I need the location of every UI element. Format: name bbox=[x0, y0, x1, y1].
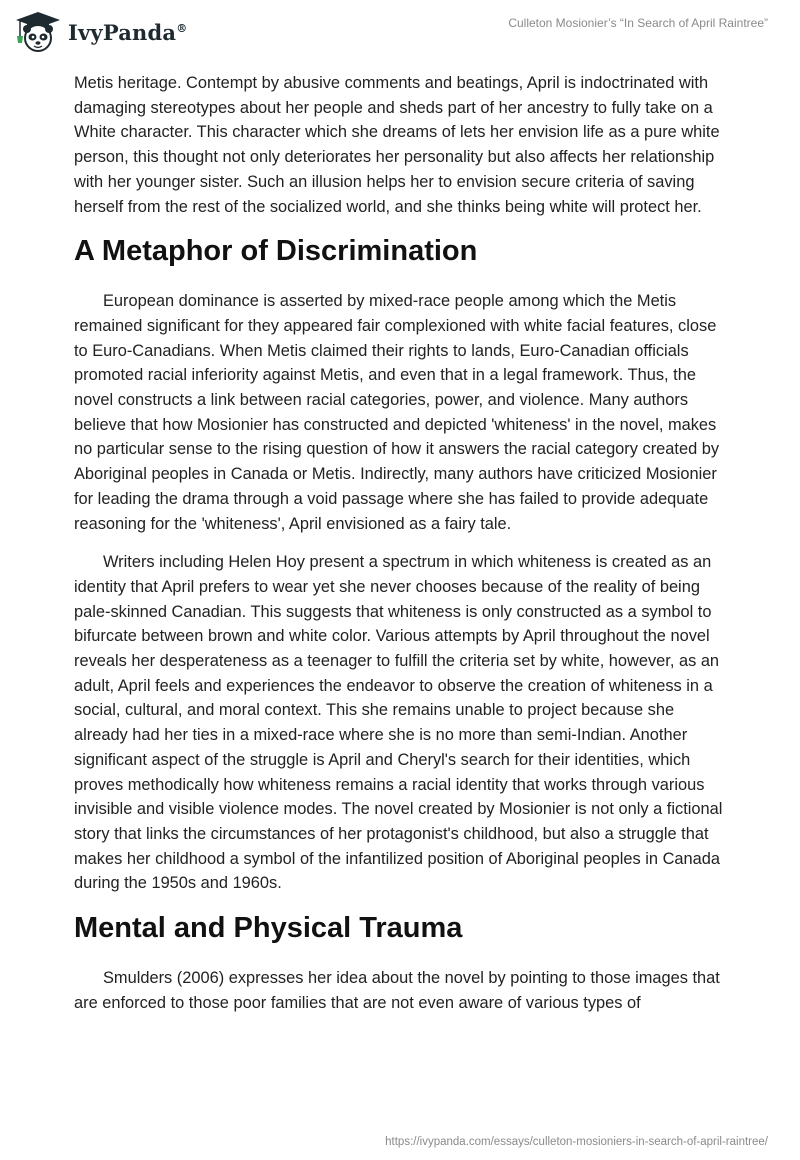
section-heading: A Metaphor of Discrimination bbox=[74, 235, 478, 268]
essay-content bbox=[74, 71, 728, 1030]
ivypanda-logo[interactable] bbox=[14, 10, 187, 54]
logo-text: IvyPanda bbox=[68, 19, 177, 45]
section-heading: Mental and Physical Trauma bbox=[74, 912, 463, 945]
document-title: Culleton Mosionier’s “In Search of April Raintree” bbox=[508, 16, 768, 30]
registered-mark: ® bbox=[176, 21, 188, 35]
paragraph: Writers including Helen Hoy present a spectrum in which whiteness is created as an identity that April prefers to wear yet she never chooses because of the reality of being pale-skinned Canadian. This suggests that whiteness is only constructed as a symbol to bifurcate between brown and white color. Various attempts by April throughout the novel reveals her desperateness as a teenager to fulfill the criteria set by white, however, as an adult, April feels and experiences the endeavor to observe the creation of whiteness in a social, cultural, and moral context. This she remains unable to project because she already had her ties in a mixed-race where she is no more than semi-Indian. Another significant aspect of the struggle is April and Cheryl's search for their identities, which proves methodically how whiteness remains a racial identity that works through various invisible and visible violence modes. The novel created by Mosionier is not only a fictional story that links the circumstances of her protagonist's childhood, but also a struggle that makes her childhood a symbol of the infantilized position of Aboriginal peoples in Canada during the 1950s and 1960s. bbox=[74, 553, 723, 893]
paragraph: Metis heritage. Contempt by abusive comments and beatings, April is indoctrinated with damaging stereotypes about her people and sheds part of her ancestry to fully take on a White character. This character which she dreams of lets her envision life as a pure white person, this thought not only deteriorates her personality but also affects her relationship with her younger sister. Such an illusion helps her to envision secure criteria of saving herself from the rest of the socialized world, and she thinks being white will protect her. bbox=[74, 74, 720, 216]
paragraph: European dominance is asserted by mixed-race people among which the Metis remained significant for they appeared fair complexioned with white facial features, close to Euro-Canadians. When Metis claimed their rights to lands, Euro-Canadian officials promoted racial inferiority against Metis, and even that in a legal framework. Thus, the novel constructs a link between racial categories, power, and violence. Many authors believe that how Mosionier has constructed and depicted 'whiteness' in the novel, makes no particular sense to the rising question of how it answers the racial category created by Aboriginal peoples in Canada or Metis. Indirectly, many authors have criticized Mosionier for leading the drama through a void passage where she has failed to provide adequate reasoning for the 'whiteness', April envisioned as a fairy tale. bbox=[74, 292, 720, 533]
page-header bbox=[0, 0, 800, 70]
paragraph: Smulders (2006) expresses her idea about the novel by pointing to those images that are enforced to those poor families that are not even aware of various types of bbox=[74, 969, 720, 1012]
panda-graduate-icon bbox=[14, 10, 62, 54]
source-url[interactable]: https://ivypanda.com/essays/culleton-mosioniers-in-search-of-april-raintree/ bbox=[385, 1136, 768, 1148]
